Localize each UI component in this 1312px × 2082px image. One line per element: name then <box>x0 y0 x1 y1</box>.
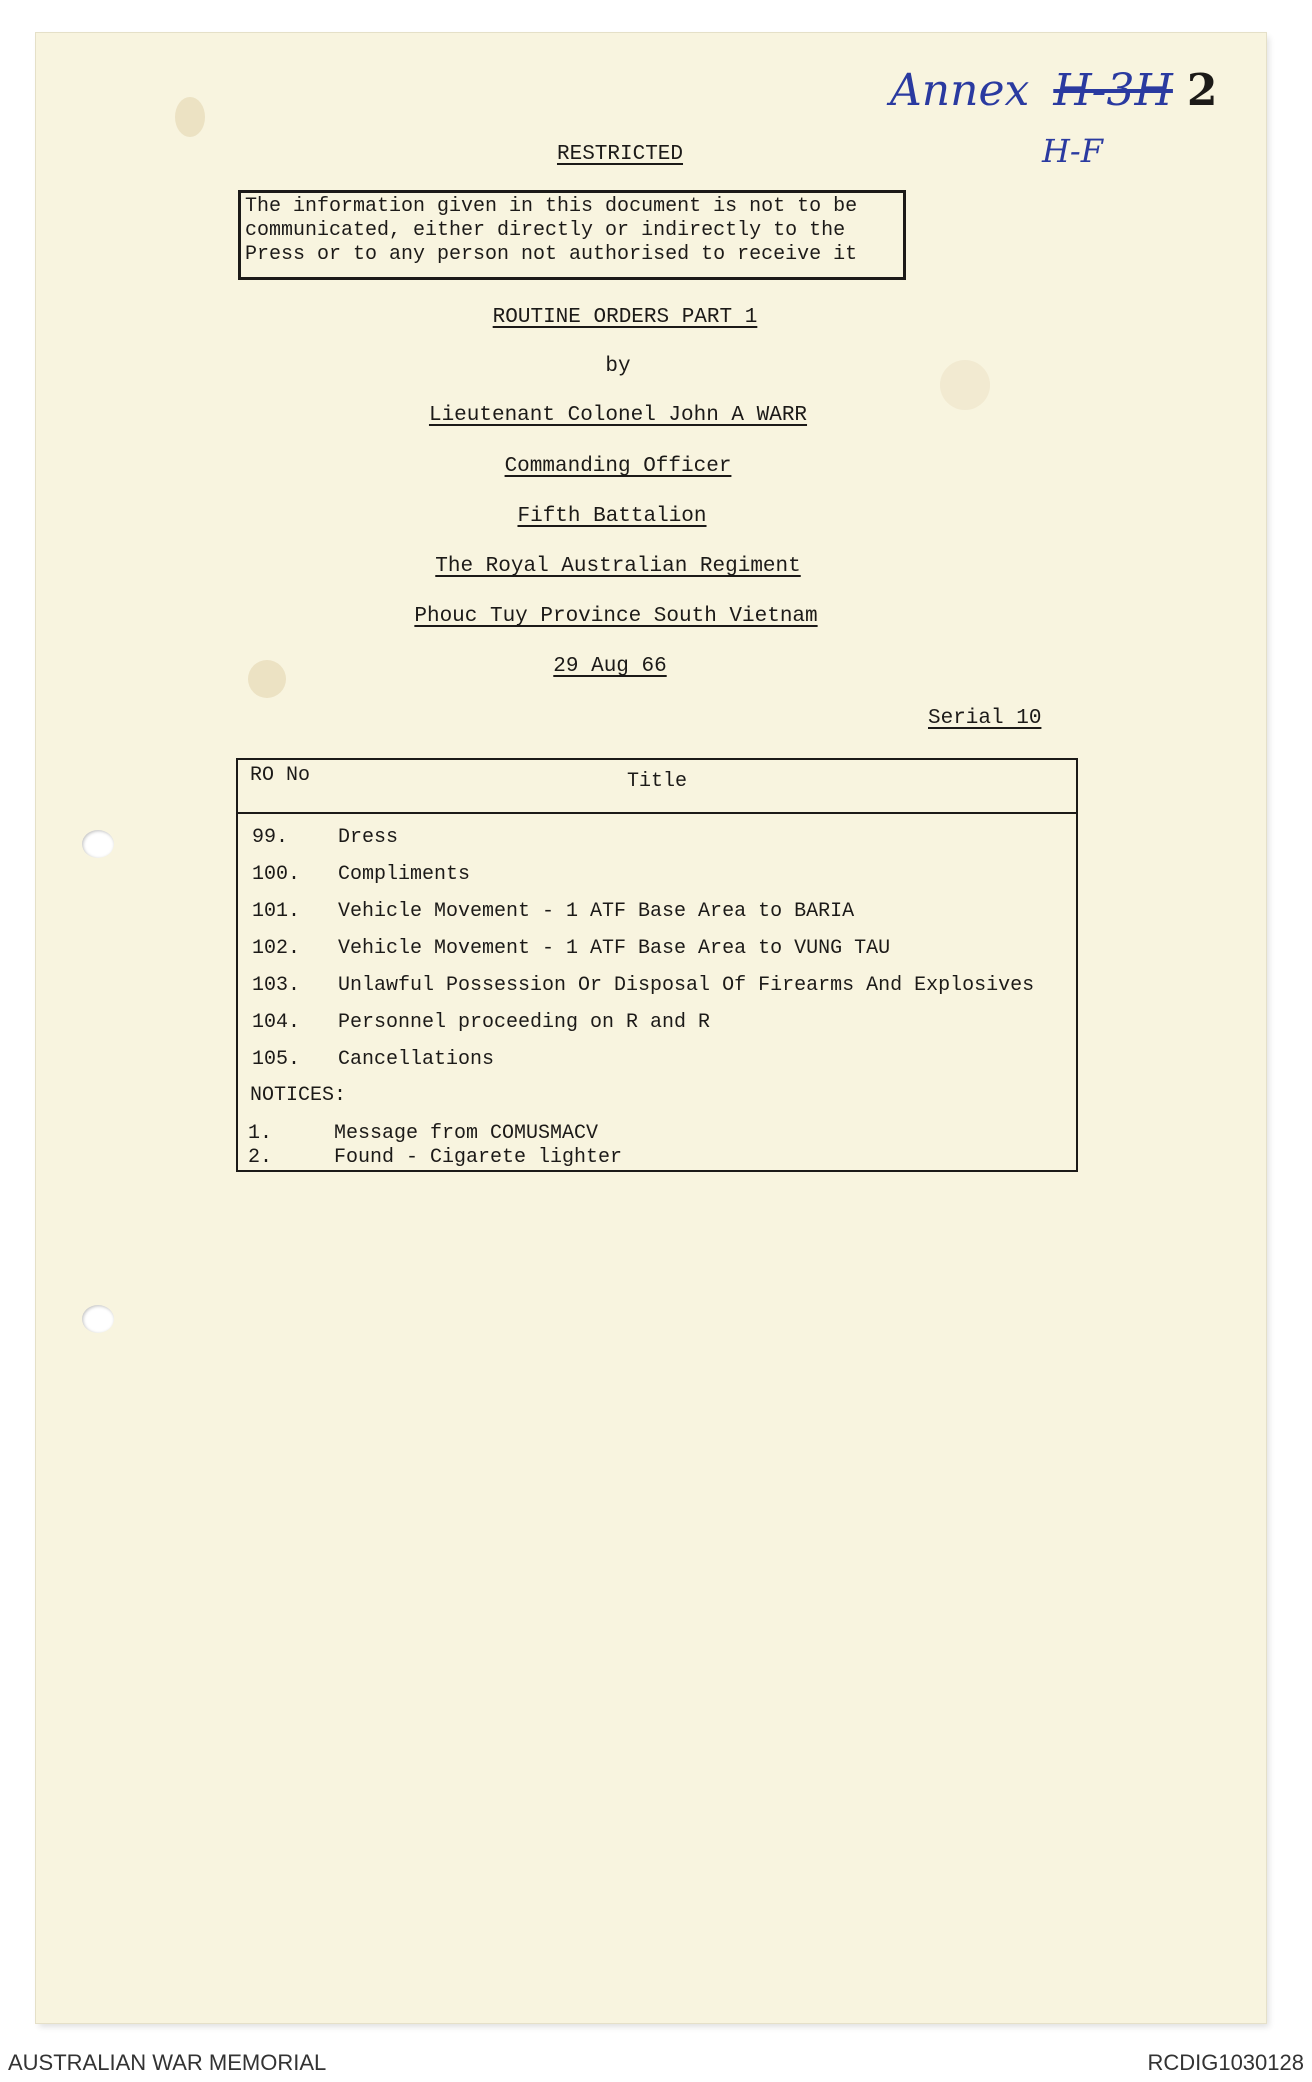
ro-title: Vehicle Movement - 1 ATF Base Area to VUNG TAU <box>338 937 891 960</box>
classification-label: RESTRICTED <box>556 143 684 166</box>
issuer-role: Commanding Officer <box>504 455 732 478</box>
ro-title: Personnel proceeding on R and R <box>338 1011 711 1034</box>
punch-hole <box>82 830 114 858</box>
document-title: ROUTINE ORDERS PART 1 <box>492 306 758 329</box>
ro-title: Cancellations <box>338 1048 495 1071</box>
ro-number: 104. <box>252 1011 301 1034</box>
annex-word: Annex <box>890 65 1030 116</box>
archive-institution: AUSTRALIAN WAR MEMORIAL <box>8 2050 327 2075</box>
ro-title: Compliments <box>338 863 471 886</box>
ro-number: 100. <box>252 863 301 886</box>
ro-number: 101. <box>252 900 301 923</box>
notice-number: 1. <box>248 1122 273 1145</box>
orders-table <box>236 758 1078 1172</box>
ro-title: Vehicle Movement - 1 ATF Base Area to BARIA <box>338 900 855 923</box>
punch-hole <box>82 1305 114 1333</box>
column-header-ro-no: RO No <box>250 764 311 787</box>
document-date: 29 Aug 66 <box>553 655 667 678</box>
regiment-name: The Royal Australian Regiment <box>435 555 801 578</box>
handwritten-annex-note <box>890 65 1218 116</box>
unit-name: Fifth Battalion <box>517 505 707 528</box>
ro-title: Unlawful Possession Or Disposal Of Firearms And Explosives <box>338 974 1035 997</box>
column-header-title: Title <box>626 770 687 793</box>
notice-title: Found - Cigarete lighter <box>334 1146 623 1169</box>
annex-struck: H-3H <box>1053 65 1173 116</box>
handwritten-annex-letter: H-F <box>1042 132 1103 170</box>
archive-catalogue-id: RCDIG1030128 <box>1147 2050 1304 2075</box>
ro-number: 99. <box>252 826 289 849</box>
ro-number: 105. <box>252 1048 301 1071</box>
issuer-name: Lieutenant Colonel John A WARR <box>428 404 808 427</box>
notice-number: 2. <box>248 1146 273 1169</box>
ro-number: 103. <box>252 974 301 997</box>
warning-line: communicated, either directly or indirectly to the <box>245 219 846 242</box>
annex-mark: 2 <box>1186 65 1218 116</box>
serial-number: Serial 10 <box>928 707 1042 730</box>
warning-line: The information given in this document is not to be <box>245 195 858 218</box>
restriction-warning-box <box>238 190 906 280</box>
location: Phouc Tuy Province South Vietnam <box>414 605 818 628</box>
ro-title: Dress <box>338 826 399 849</box>
warning-line: Press or to any person not authorised to receive it <box>245 243 858 266</box>
by-line: by <box>605 355 631 378</box>
notices-label: NOTICES: <box>250 1084 347 1107</box>
notice-title: Message from COMUSMACV <box>334 1122 599 1145</box>
table-header <box>238 760 1076 814</box>
ro-number: 102. <box>252 937 301 960</box>
paper-stain <box>175 97 205 137</box>
